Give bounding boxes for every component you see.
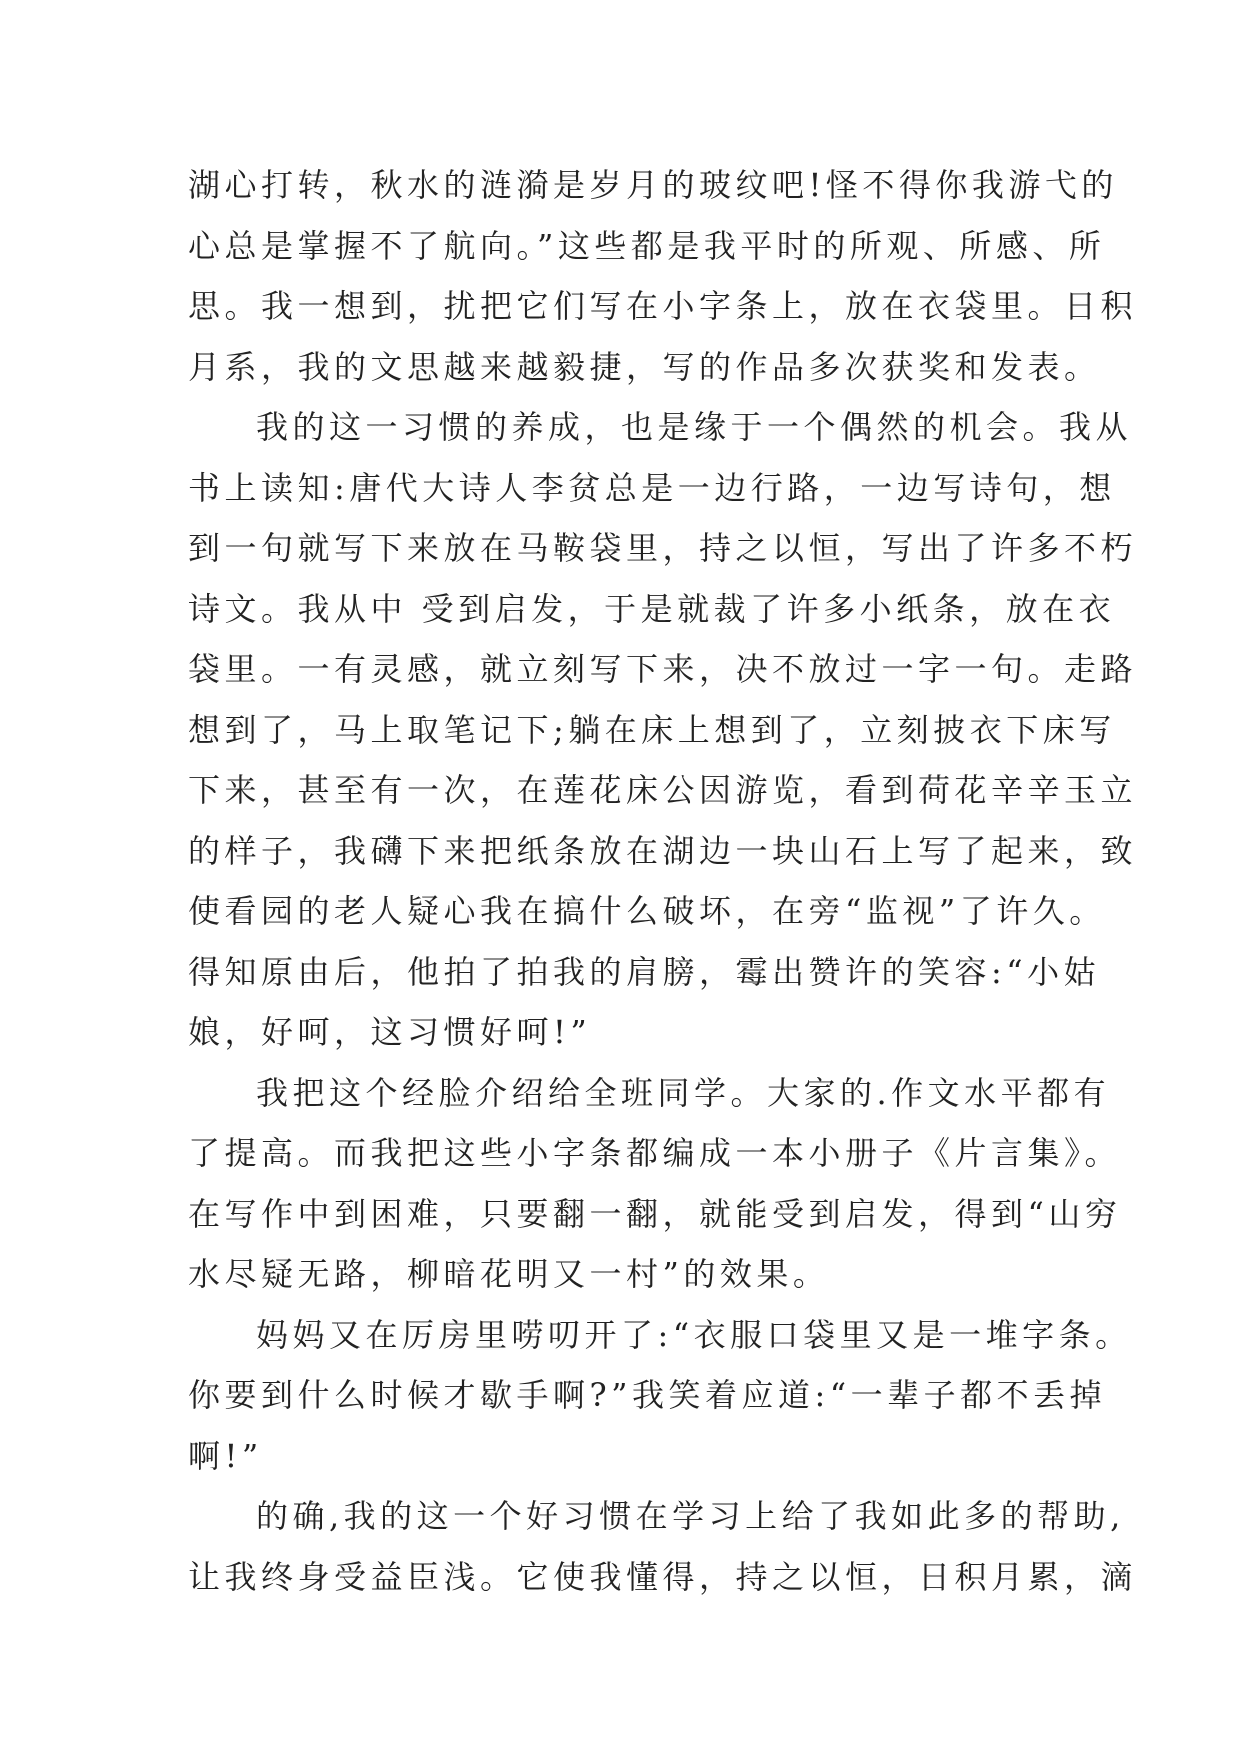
text-line: 心总是掌握不了航向。”这些都是我平时的所观、所感、所 xyxy=(188,226,1106,265)
text-line: 书上读知:唐代大诗人李贫总是一边行路，一边写诗句，想 xyxy=(188,468,1116,507)
essay-body xyxy=(188,155,1138,1607)
text-line: 使看园的老人疑心我在搞什么破坏，在旁“监视”了许久。 xyxy=(188,892,1106,930)
text-line: 让我终身受益臣浅。它使我懂得，持之以恒，日积月累，滴 xyxy=(188,1557,1138,1596)
text-line: 水尽疑无路，柳暗花明又一村”的效果。 xyxy=(188,1255,830,1293)
text-line: 想到了，马上取笔记下;躺在床上想到了，立刻披衣下床写 xyxy=(188,710,1116,749)
text-line: 得知原由后，他拍了拍我的肩膀，霉出赞许的笑容:“小姑 xyxy=(188,952,1101,991)
text-line: 月系，我的文思越来越毅捷，写的作品多次获奖和发表。 xyxy=(188,347,1101,386)
text-line: 了提高。而我把这些小字条都编成一本小册子《片言集》。 xyxy=(188,1134,1122,1172)
text-line: 诗文。我从中 受到启发，于是就裁了许多小纸条，放在衣 xyxy=(188,589,1116,628)
text-line: 的确,我的这一个好习惯在学习上给了我如此多的帮助, xyxy=(256,1497,1125,1535)
text-line: 湖心打转，秋水的涟漪是岁月的玻纹吧!怪不得你我游弋的 xyxy=(188,166,1118,204)
text-line: 妈妈又在厉房里唠叨开了:“衣服口袋里又是一堆字条。 xyxy=(256,1315,1132,1354)
text-line: 你要到什么时候才歇手啊?”我笑着应道:“一辈子都不丢掉 xyxy=(188,1376,1107,1414)
text-line: 的样子，我礴下来把纸条放在湖边一块山石上写了起来，致 xyxy=(188,831,1138,870)
text-line: 在写作中到困难，只要翻一翻，就能受到启发，得到“山穷 xyxy=(188,1194,1122,1233)
text-line: 到一句就写下来放在马鞍袋里，持之以恒，写出了许多不朽 xyxy=(188,529,1138,567)
text-line: 思。我一想到，扰把它们写在小字条上，放在衣袋里。日积 xyxy=(188,287,1138,325)
text-line: 娘，好呵，这习惯好呵!” xyxy=(188,1013,592,1051)
text-line: 下来，甚至有一次，在莲花床公因游览，看到荷花辛辛玉立 xyxy=(188,771,1138,809)
text-line: 啊!” xyxy=(188,1436,263,1475)
text-line: 袋里。一有灵感，就立刻写下来，决不放过一字一句。走路 xyxy=(188,650,1138,688)
text-line: 我把这个经脸介绍给全班同学。大家的.作文水平都有 xyxy=(256,1073,1111,1112)
text-line: 我的这一习惯的养成，也是缘于一个偶然的机会。我从 xyxy=(256,408,1133,446)
